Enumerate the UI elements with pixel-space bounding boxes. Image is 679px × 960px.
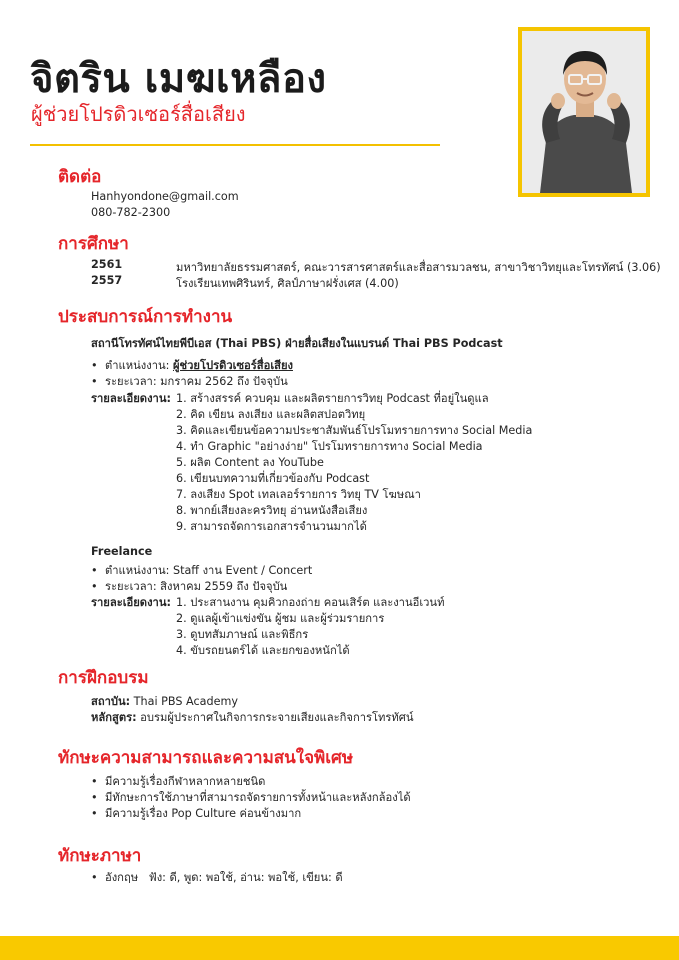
candidate-job-title: ผู้ช่วยโปรดิวเซอร์สื่อเสียง <box>31 102 246 126</box>
skill-text: มีทักษะการใช้ภาษาที่สามารถจัดรายการทั้งหน้าและหลังกล้องได้ <box>105 791 411 804</box>
job-detail-item: 6. เขียนบทความที่เกี่ยวข้องกับ Podcast <box>176 472 370 485</box>
candidate-name: จิตริน เมฆเหลือง <box>30 56 327 102</box>
languages-heading: ทักษะภาษา <box>58 846 142 866</box>
position-value: ผู้ช่วยโปรดิวเซอร์สื่อเสียง <box>172 359 293 372</box>
job-detail-item: 8. พากย์เสียงละครวิทยุ อ่านหนังสือเสียง <box>176 504 368 517</box>
course-label: หลักสูตร: <box>91 711 137 724</box>
job-details-label: รายละเอียดงาน: <box>91 392 171 405</box>
education-year: 2561 <box>91 258 123 271</box>
period-label: ระยะเวลา: <box>105 580 157 593</box>
position-label: ตำแหน่งงาน: <box>105 564 170 577</box>
footer-bar <box>0 936 679 960</box>
institute-value: Thai PBS Academy <box>133 695 238 708</box>
bullet-icon: • <box>91 775 98 788</box>
contact-email[interactable]: Hanhyondone@gmail.com <box>91 190 239 203</box>
job-detail-item: 7. ลงเสียง Spot เทลเลอร์รายการ วิทยุ TV โฆษณา <box>176 488 421 501</box>
period-value: สิงหาคม 2559 ถึง ปัจจุบัน <box>160 580 288 593</box>
skill-text: มีความรู้เรื่อง Pop Culture ค่อนข้างมาก <box>105 807 302 820</box>
education-detail: มหาวิทยาลัยธรรมศาสตร์, คณะวารสารศาสตร์และสื่อสารมวลชน, สาขาวิชาวิทยุและโทรทัศน์ (3.06) <box>176 261 661 274</box>
bullet-icon: • <box>91 871 98 884</box>
education-year: 2557 <box>91 274 123 287</box>
job-detail-item: 5. ผลิต Content ลง YouTube <box>176 456 324 469</box>
profile-photo <box>518 27 650 197</box>
job-detail-item: 3. คิดและเขียนข้อความประชาสัมพันธ์โปรโมทรายการทาง Social Media <box>176 424 533 437</box>
contact-heading: ติดต่อ <box>58 167 102 187</box>
title-divider <box>30 144 440 146</box>
job-organization: Freelance <box>91 545 153 558</box>
job-detail-item: 1. ประสานงาน คุมคิวกองถ่าย คอนเสิร์ต และงานอีเวนท์ <box>176 596 445 609</box>
person-photo-icon <box>522 31 646 193</box>
job-detail-item: 2. ดูแลผู้เข้าแข่งขัน ผู้ชม และผู้ร่วมรายการ <box>176 612 385 625</box>
job-detail-item: 1. สร้างสรรค์ ควบคุม และผลิตรายการวิทยุ Podcast ที่อยู่ในดูแล <box>176 392 489 405</box>
experience-heading: ประสบการณ์การทำงาน <box>58 307 233 327</box>
bullet-icon: • <box>91 359 98 372</box>
language-text: อังกฤษ ฟัง: ดี, พูด: พอใช้, อ่าน: พอใช้, เขียน: ดี <box>105 871 343 884</box>
position-label: ตำแหน่งงาน: <box>105 359 170 372</box>
job-detail-item: 4. ทำ Graphic "อย่างง่าย" โปรโมทรายการทาง Social Media <box>176 440 483 453</box>
bullet-icon: • <box>91 791 98 804</box>
job-detail-item: 2. คิด เขียน ลงเสียง และผลิตสปอตวิทยุ <box>176 408 366 421</box>
bullet-icon: • <box>91 564 98 577</box>
job-period <box>91 372 288 390</box>
training-course <box>91 708 414 726</box>
position-value: Staff งาน Event / Concert <box>172 564 313 577</box>
training-heading: การฝึกอบรม <box>58 668 149 688</box>
job-organization: สถานีโทรทัศน์ไทยพีบีเอส (Thai PBS) ฝ่ายสื่อเสียงในแบรนด์ Thai PBS Podcast <box>91 337 503 350</box>
job-detail-item: 4. ขับรถยนตร์ได้ และยกของหนักได้ <box>176 644 350 657</box>
bullet-icon: • <box>91 580 98 593</box>
period-label: ระยะเวลา: <box>105 375 157 388</box>
contact-phone[interactable]: 080-782-2300 <box>91 206 171 219</box>
course-value: อบรมผู้ประกาศในกิจการกระจายเสียงและกิจการโทรทัศน์ <box>140 711 414 724</box>
period-value: มกราคม 2562 ถึง ปัจจุบัน <box>160 375 288 388</box>
education-heading: การศึกษา <box>58 234 129 254</box>
skill-text: มีความรู้เรื่องกีฬาหลากหลายชนิด <box>105 775 266 788</box>
institute-label: สถาบัน: <box>91 695 131 708</box>
job-detail-item: 3. ดูบทสัมภาษณ์ และพิธีกร <box>176 628 309 641</box>
education-detail: โรงเรียนเทพศิรินทร์, ศิลป์ภาษาฝรั่งเศส (4.00) <box>176 277 399 290</box>
bullet-icon: • <box>91 375 98 388</box>
skills-heading: ทักษะความสามารถและความสนใจพิเศษ <box>58 748 354 768</box>
job-detail-item: 9. สามารถจัดการเอกสารจำนวนมากได้ <box>176 520 367 533</box>
job-details-label: รายละเอียดงาน: <box>91 596 171 609</box>
skill-item <box>91 804 301 822</box>
bullet-icon: • <box>91 807 98 820</box>
language-item <box>91 868 343 886</box>
